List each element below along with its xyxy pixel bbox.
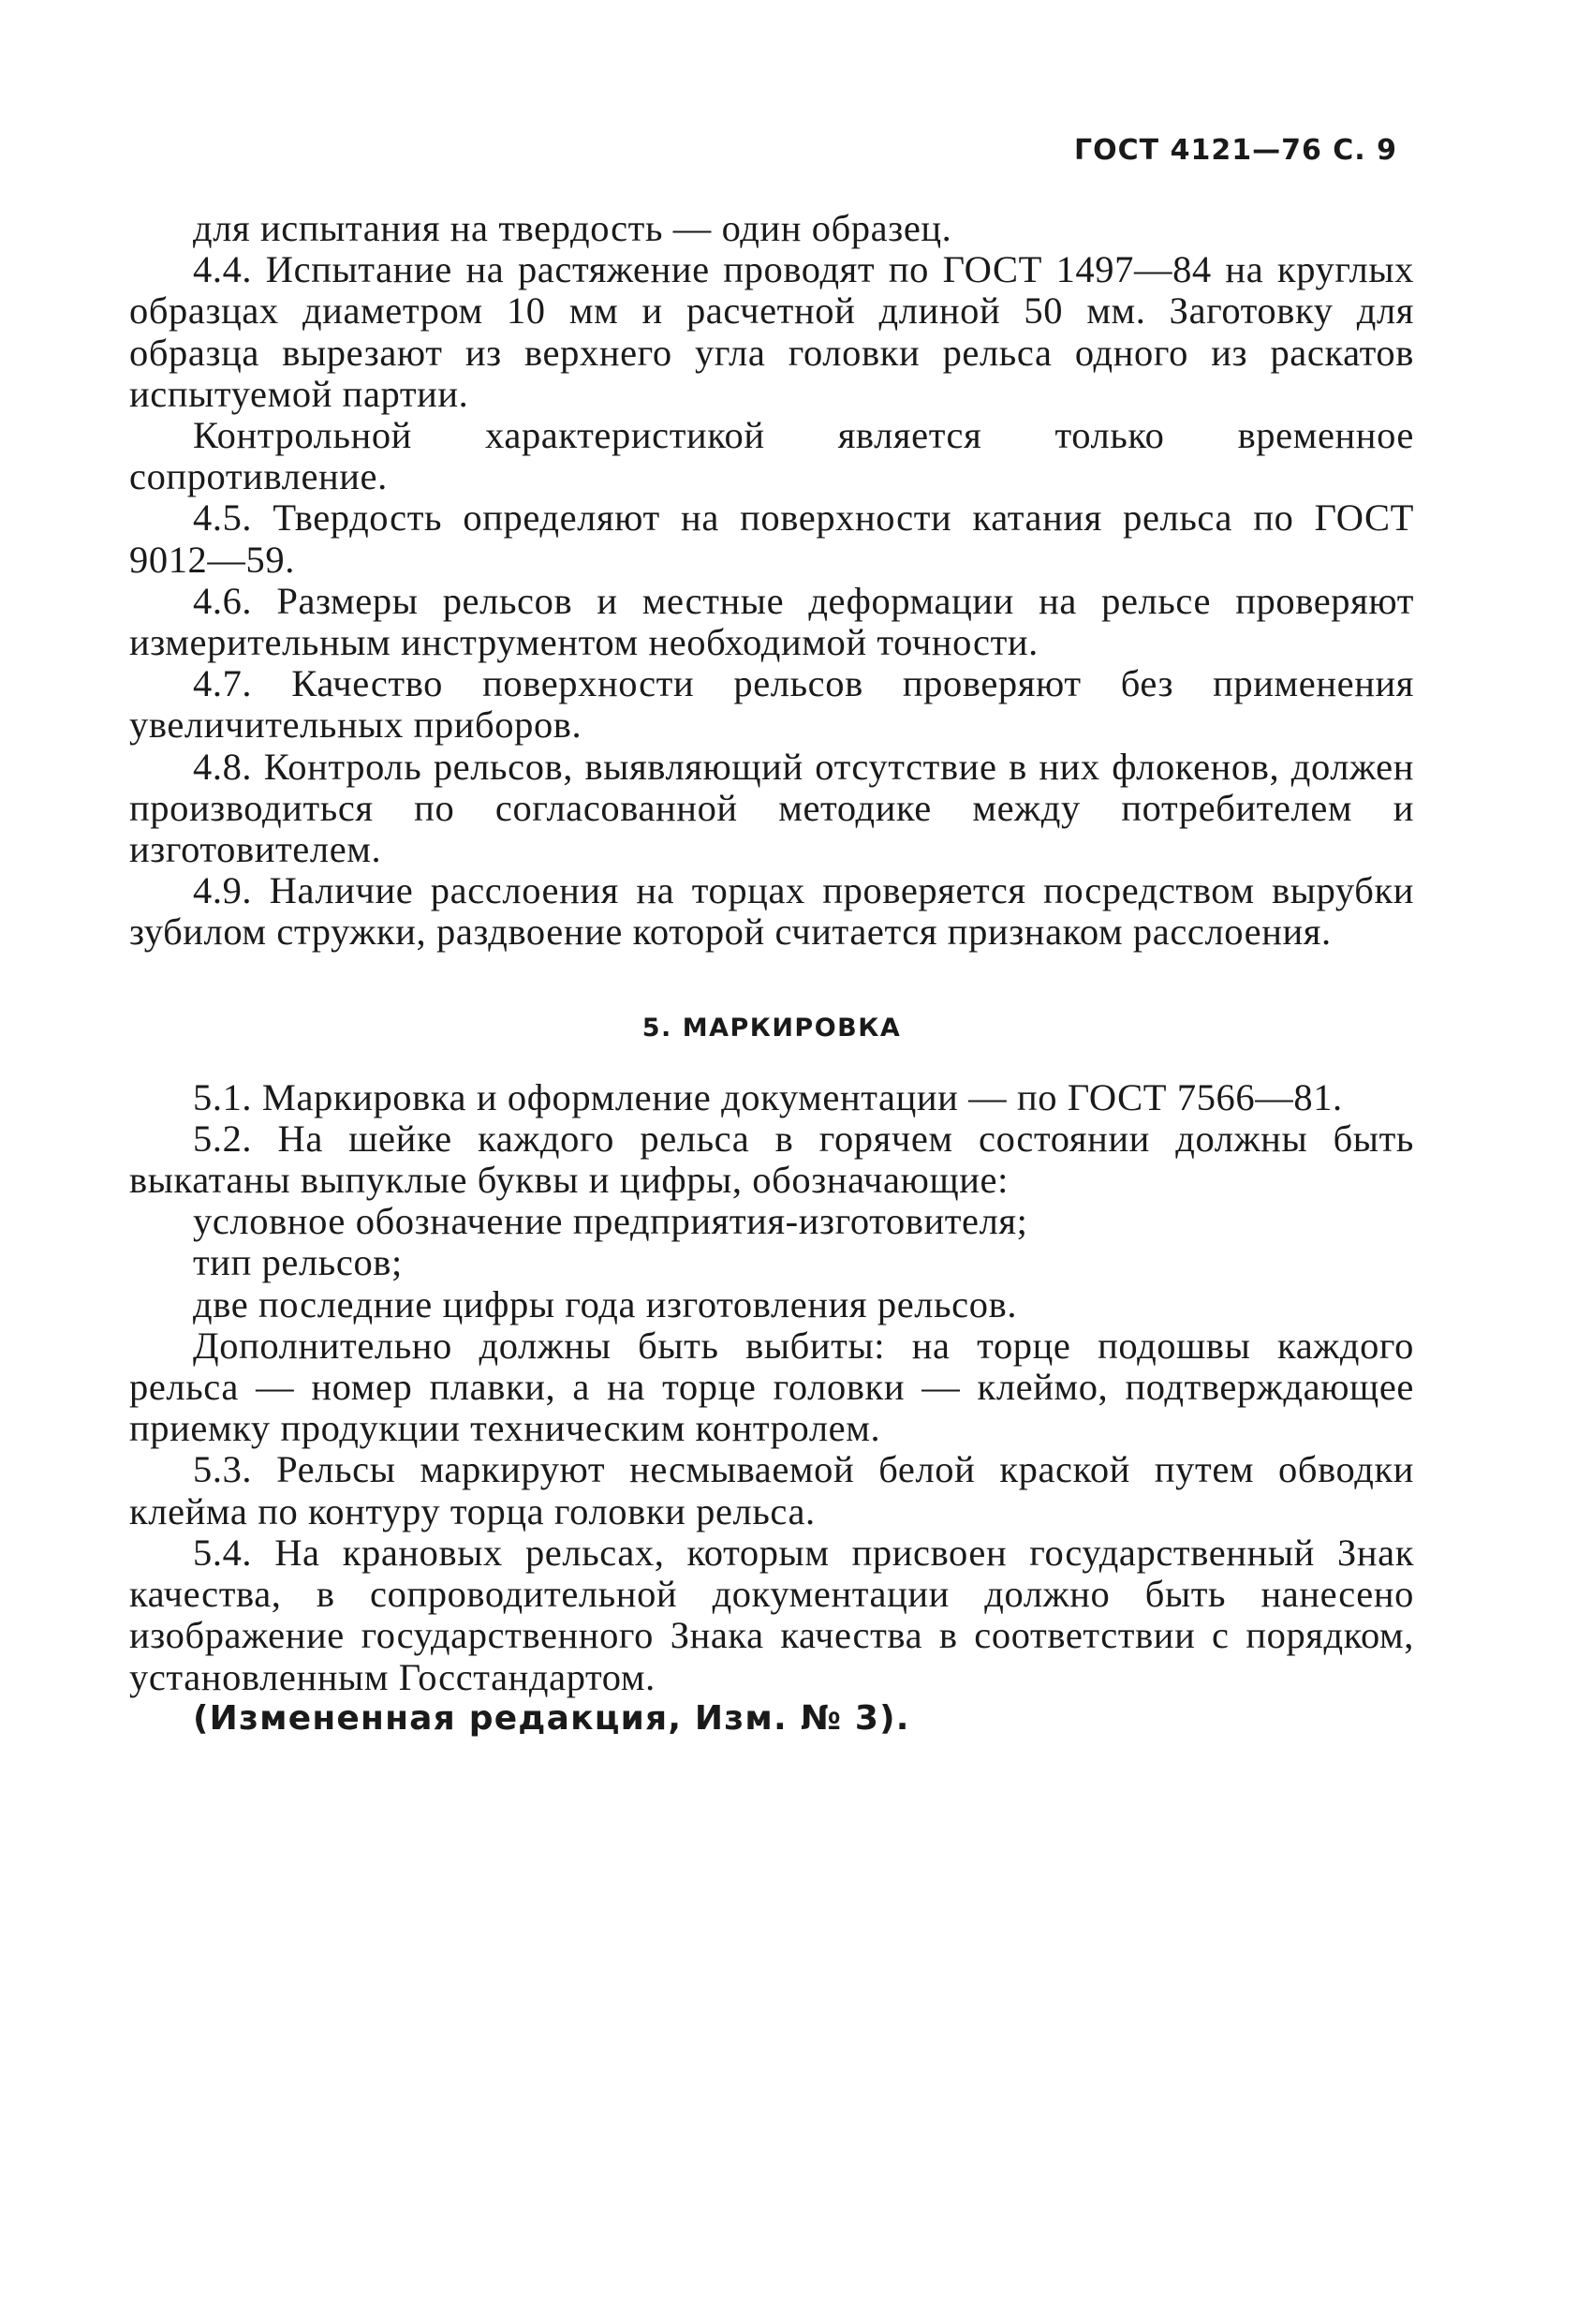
paragraph-control-characteristic: Контрольной характеристикой является только временное сопротивление. — [129, 414, 1414, 498]
paragraph-5-3: 5.3. Рельсы маркируют несмываемой белой краской путем обводки клейма по контуру торца головки рельса. — [129, 1448, 1414, 1532]
paragraph-4-5: 4.5. Твердость определяют на поверхности катания рельса по ГОСТ 9012—59. — [129, 496, 1414, 581]
section-title-marking: 5. МАРКИРОВКА — [641, 1013, 902, 1043]
list-item-manufacturer: условное обозначение предприятия-изготовителя; — [193, 1200, 1028, 1243]
paragraph-additional-marking: Дополнительно должны быть выбиты: на торце подошвы каждого рельса — номер плавки, а на торце головки — клеймо, подтверждающее приемку продукции техническим контролем. — [129, 1324, 1414, 1450]
running-header: ГОСТ 4121—76 С. 9 — [1074, 134, 1397, 167]
body-text — [129, 208, 1414, 1739]
list-item-rail-type: тип рельсов; — [193, 1241, 403, 1284]
paragraph-4-6: 4.6. Размеры рельсов и местные деформации на рельсе проверяют измерительным инструментом необходимой точности. — [129, 579, 1414, 664]
paragraph-4-8: 4.8. Контроль рельсов, выявляющий отсутствие в них флокенов, должен производиться по согласованной методике между потребителем и изготовителем. — [129, 745, 1414, 871]
paragraph-5-1: 5.1. Маркировка и оформление документации — по ГОСТ 7566—81. — [193, 1075, 1343, 1118]
paragraph-4-9: 4.9. Наличие расслоения на торцах проверяется посредством вырубки зубилом стружки, раздвоение которой считается признаком расслоения. — [129, 869, 1414, 954]
paragraph-4-7: 4.7. Качество поверхности рельсов проверяют без применения увеличительных приборов. — [129, 662, 1414, 747]
paragraph-5-2: 5.2. На шейке каждого рельса в горячем состоянии должны быть выкатаны выпуклые буквы и цифры, обозначающие: — [129, 1117, 1414, 1202]
paragraph-4-4: 4.4. Испытание на растяжение проводят по ГОСТ 1497—84 на круглых образцах диаметром 10 мм и расчетной длиной 50 мм. Заготовку для образца вырезают из верхнего угла головки рельса одного из раскатов испытуемой партии. — [129, 248, 1414, 415]
amendment-note: (Измененная редакция, Изм. № 3). — [193, 1698, 910, 1738]
paragraph-5-4: 5.4. На крановых рельсах, которым присвоен государственный Знак качества, в сопроводительной документации должно быть нанесено изображение государственного Знака качества в соответствии с порядком, установленным Госстандартом. — [129, 1531, 1414, 1698]
paragraph-continuation: для испытания на твердость — один образец. — [193, 207, 952, 249]
list-item-year: две последние цифры года изготовления рельсов. — [193, 1282, 1018, 1325]
